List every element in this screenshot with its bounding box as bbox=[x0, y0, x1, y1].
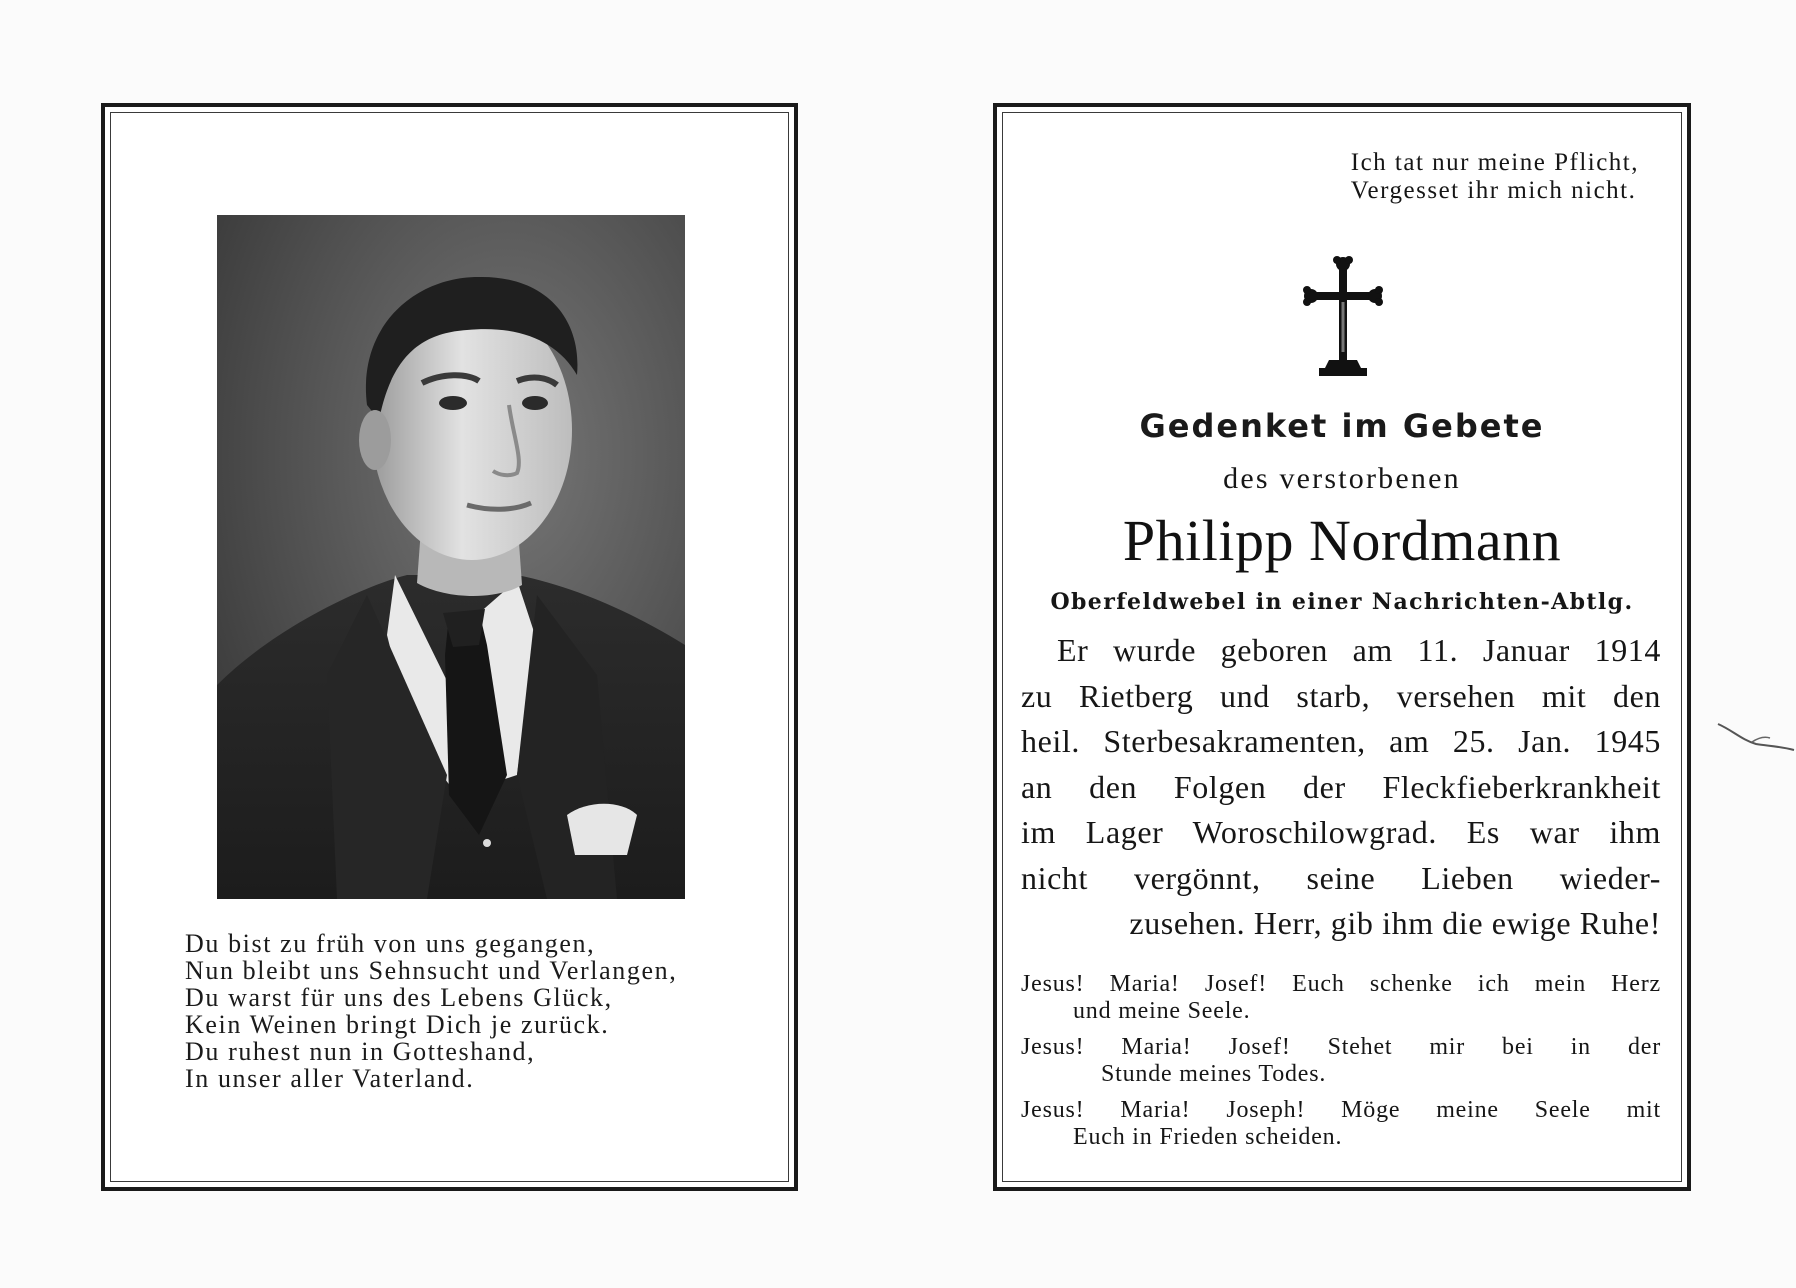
cross-icon bbox=[1303, 252, 1383, 382]
prayer-line: Jesus! Maria! Josef! Stehet mir bei in der bbox=[1021, 1034, 1661, 1060]
bio-line: an den Folgen der Fleckfieberkrankheit bbox=[1021, 768, 1661, 805]
prayers bbox=[1021, 971, 1661, 1160]
bio-line: im Lager Woroschilowgrad. Es war ihm bbox=[1021, 814, 1661, 850]
prayer-line: Jesus! Maria! Joseph! Möge meine Seele mit bbox=[1021, 1097, 1661, 1123]
bio-line: Er wurde geboren am 11. Januar 1914 bbox=[1057, 632, 1661, 668]
scan-mark bbox=[1712, 716, 1796, 756]
motto bbox=[1351, 149, 1639, 205]
prayer-line: Jesus! Maria! Josef! Euch schenke ich mein Herz bbox=[1021, 971, 1661, 997]
right-memorial-card bbox=[993, 103, 1691, 1191]
deceased-name: Philipp Nordmann bbox=[1122, 508, 1562, 573]
poem-line: Kein Weinen bringt Dich je zurück. bbox=[185, 1010, 610, 1039]
prayer-line: Stunde meines Todes. bbox=[1101, 1061, 1327, 1087]
prayer bbox=[1021, 971, 1661, 1025]
motto-line: Vergesset ihr mich nicht. bbox=[1350, 177, 1637, 204]
poem bbox=[185, 930, 745, 1092]
prayer-line: und meine Seele. bbox=[1073, 998, 1251, 1024]
poem-line: Du ruhest nun in Gotteshand, bbox=[185, 1037, 536, 1066]
left-memorial-card bbox=[101, 103, 798, 1191]
prayer bbox=[1021, 1034, 1661, 1088]
poem-line: Nun bleibt uns Sehnsucht und Verlangen, bbox=[185, 956, 678, 985]
heading: Gedenket im Gebete bbox=[1139, 407, 1545, 445]
bio-line: heil. Sterbesakramenten, am 25. Jan. 1945 bbox=[1021, 723, 1661, 759]
subheading: des verstorbenen bbox=[1223, 462, 1461, 495]
bio-line: nicht vergönnt, seine Lieben wieder- bbox=[1021, 859, 1661, 896]
bio-line: zusehen. Herr, gib ihm die ewige Ruhe! bbox=[1129, 905, 1661, 941]
poem-line: In unser aller Vaterland. bbox=[185, 1064, 475, 1093]
portrait-photo bbox=[217, 215, 685, 899]
motto-line: Ich tat nur meine Pflicht, bbox=[1350, 149, 1639, 176]
bio-line: zu Rietberg und starb, versehen mit den bbox=[1021, 677, 1661, 714]
prayer-line: Euch in Frieden scheiden. bbox=[1073, 1124, 1343, 1150]
poem-line: Du bist zu früh von uns gegangen, bbox=[185, 929, 596, 958]
poem-line: Du warst für uns des Lebens Glück, bbox=[185, 983, 613, 1012]
biography bbox=[1021, 628, 1661, 947]
military-rank: Oberfeldwebel in einer Nachrichten-Abtlg. bbox=[1050, 589, 1634, 615]
prayer bbox=[1021, 1097, 1661, 1151]
